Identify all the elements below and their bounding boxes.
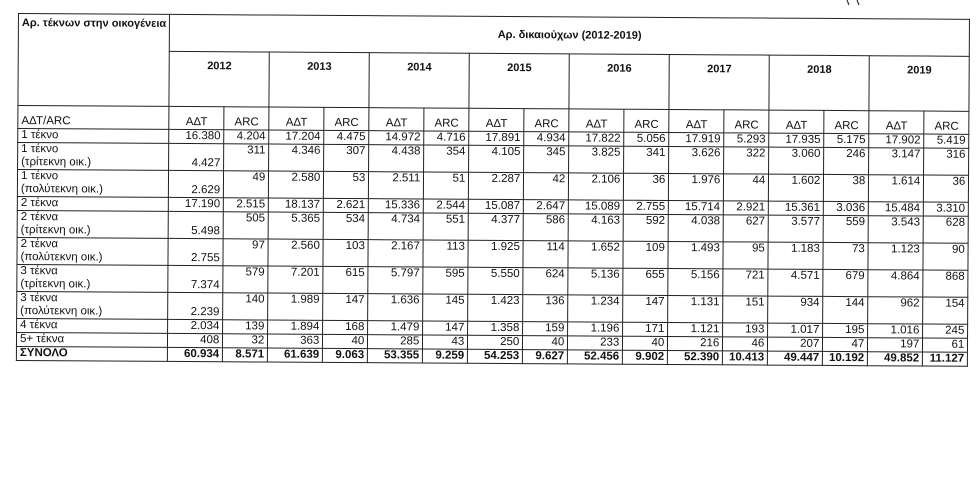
total-value: 9.063 — [323, 348, 368, 362]
cell-value: 311 — [224, 144, 269, 171]
total-value: 9.902 — [623, 350, 668, 364]
cell-value: 1.976 — [669, 173, 724, 200]
cell-value: 32 — [223, 334, 268, 348]
subheader-adt: ΑΔΤ — [469, 108, 524, 131]
cell-value: 868 — [923, 270, 968, 297]
subheader-arc: ARC — [424, 108, 469, 131]
cell-value: 46 — [723, 337, 768, 351]
row-label-main: 5+ τέκνα — [19, 333, 65, 346]
cell-value: 95 — [723, 242, 768, 269]
year-header: 2018 — [769, 55, 869, 111]
cell-value: 44 — [724, 174, 769, 201]
cell-value: 3.036 — [824, 201, 869, 215]
cell-value: 655 — [623, 268, 668, 295]
cell-value: 1.479 — [368, 321, 423, 335]
row-label — [17, 196, 168, 211]
cell-value: 2.511 — [369, 172, 424, 199]
cell-value: 168 — [323, 320, 368, 334]
row-label — [18, 129, 169, 144]
row-label-sub: (τρίτεκνη οικ.) — [20, 224, 91, 237]
subheader-arc: ARC — [624, 109, 669, 132]
cell-value: 14.972 — [369, 131, 424, 145]
cell-value: 363 — [268, 334, 323, 348]
total-value: 8.571 — [223, 348, 268, 362]
row-label-main: 3 τέκνα — [20, 292, 58, 305]
cell-value: 5.550 — [468, 267, 523, 294]
cell-value: 615 — [323, 266, 368, 293]
cell-value: 17.204 — [269, 130, 324, 144]
total-value: 49.852 — [868, 352, 923, 366]
year-header: 2016 — [569, 54, 669, 110]
cell-value: 1.652 — [568, 241, 623, 268]
row-label-main: 1 τέκνο — [21, 129, 59, 142]
subheader-arc: ARC — [224, 107, 269, 130]
cell-value: 3.147 — [869, 148, 924, 175]
cell-value: 61 — [923, 338, 968, 352]
cell-value: 4.163 — [568, 214, 623, 241]
cell-value: 195 — [823, 323, 868, 337]
cell-value: 4.934 — [524, 132, 569, 146]
cell-value: 559 — [823, 215, 868, 242]
cell-value: 4.475 — [324, 130, 369, 144]
cell-value: 147 — [623, 295, 668, 322]
year-header: 2017 — [669, 54, 769, 110]
cell-value: 7.374 — [168, 265, 223, 292]
cell-value: 73 — [823, 242, 868, 269]
cell-value: 1.423 — [468, 294, 523, 321]
total-value: 54.253 — [468, 349, 523, 363]
cell-value: 36 — [924, 175, 969, 202]
cell-value: 4.346 — [269, 144, 324, 171]
cell-value: 345 — [524, 146, 569, 173]
cell-value: 15.336 — [369, 199, 424, 213]
cell-value: 551 — [423, 213, 468, 240]
cell-value: 207 — [768, 337, 823, 351]
cell-value: 1.989 — [268, 293, 323, 320]
cell-value: 2.921 — [724, 201, 769, 215]
cell-value: 627 — [723, 215, 768, 242]
row-label-sub: (πολύτεκνη οικ.) — [20, 183, 103, 196]
cell-value: 151 — [723, 296, 768, 323]
cell-value: 7.201 — [268, 266, 323, 293]
cell-value: 250 — [468, 335, 523, 349]
cell-value: 5.498 — [168, 211, 223, 238]
row-label-main: 1 τέκνο — [21, 143, 59, 156]
cell-value: 934 — [768, 296, 823, 323]
cell-value: 15.361 — [769, 201, 824, 215]
cell-value: 5.797 — [368, 267, 423, 294]
cell-value: 47 — [823, 337, 868, 351]
cell-value: 1.894 — [268, 320, 323, 334]
cell-value: 154 — [923, 297, 968, 324]
cell-value: 139 — [223, 320, 268, 334]
cell-value: 1.016 — [868, 324, 923, 338]
total-value: 52.456 — [568, 350, 623, 364]
subheader-arc: ARC — [324, 107, 369, 130]
subheader-arc: ARC — [724, 110, 769, 133]
cell-value: 3.543 — [868, 216, 923, 243]
total-value: 10.413 — [723, 351, 768, 365]
subheader-adt: ΑΔΤ — [569, 109, 624, 132]
row-label — [17, 170, 168, 198]
cell-value: 147 — [423, 321, 468, 335]
cell-value: 2.287 — [469, 172, 524, 199]
cell-value: 1.131 — [668, 295, 723, 322]
row-label — [16, 332, 167, 347]
cell-value: 592 — [623, 214, 668, 241]
year-header: 2014 — [369, 53, 469, 109]
total-value: 11.127 — [923, 352, 968, 366]
cell-value: 1.017 — [768, 323, 823, 337]
cell-value: 5.056 — [624, 132, 669, 146]
cell-value: 721 — [723, 269, 768, 296]
cell-value: 144 — [823, 296, 868, 323]
row-label-main: 2 τέκνα — [20, 197, 59, 210]
cell-value: 4.716 — [424, 131, 469, 145]
cell-value: 1.636 — [368, 294, 423, 321]
total-value: 9.627 — [523, 350, 568, 364]
cell-value: 4.734 — [368, 213, 423, 240]
cell-value: 4.571 — [768, 269, 823, 296]
cell-value: 4.438 — [369, 145, 424, 172]
cell-value: 17.891 — [469, 131, 524, 145]
cell-value: 2.560 — [268, 239, 323, 266]
cell-value: 43 — [423, 335, 468, 349]
year-header: 2012 — [169, 51, 269, 107]
subheader-adt: ΑΔΤ — [169, 106, 224, 129]
cell-value: 193 — [723, 323, 768, 337]
cell-value: 51 — [424, 172, 469, 199]
row-label — [17, 237, 168, 265]
subheader-arc: ARC — [924, 111, 969, 134]
subheader-adt: ΑΔΤ — [369, 108, 424, 131]
cell-value: 679 — [823, 269, 868, 296]
cell-value: 4.105 — [469, 145, 524, 172]
cell-value: 624 — [523, 268, 568, 295]
cell-value: 1.123 — [868, 243, 923, 270]
cell-value: 2.034 — [168, 319, 223, 333]
cell-value: 145 — [423, 294, 468, 321]
cell-value: 595 — [423, 267, 468, 294]
row-label-sub: (πολύτεκνη οικ.) — [20, 251, 103, 264]
row-label-sub: (τρίτεκνη οικ.) — [21, 156, 92, 169]
cell-value: 4.038 — [668, 214, 723, 241]
cell-value: 1.121 — [668, 322, 723, 336]
cell-value: 246 — [824, 147, 869, 174]
cell-value: 17.190 — [169, 197, 224, 211]
subheader-arc: ARC — [524, 109, 569, 132]
cell-value: 113 — [423, 240, 468, 267]
handwritten-mark — [845, 0, 885, 6]
cell-value: 1.602 — [769, 174, 824, 201]
row-label-sub: (τρίτεκνη οικ.) — [20, 278, 91, 291]
total-label: ΣΥΝΟΛΟ — [16, 346, 167, 361]
cell-value: 5.365 — [268, 212, 323, 239]
cell-value: 233 — [568, 336, 623, 350]
cell-value: 4.427 — [169, 143, 224, 170]
cell-value: 16.380 — [169, 129, 224, 143]
cell-value: 307 — [324, 144, 369, 171]
cell-value: 38 — [824, 174, 869, 201]
cell-value: 53 — [324, 171, 369, 198]
cell-value: 408 — [168, 333, 223, 347]
row-label-main: 1 τέκνο — [20, 170, 59, 183]
cell-value: 1.614 — [869, 175, 924, 202]
cell-value: 42 — [524, 173, 569, 200]
cell-value: 2.621 — [324, 198, 369, 212]
cell-value: 15.484 — [869, 202, 924, 216]
cell-value: 140 — [223, 293, 268, 320]
row-label — [17, 264, 168, 292]
row-label — [17, 210, 168, 238]
cell-value: 2.755 — [168, 238, 223, 265]
cell-value: 197 — [868, 338, 923, 352]
total-value: 10.192 — [823, 351, 868, 365]
cell-value: 15.087 — [469, 199, 524, 213]
cell-value: 4.377 — [468, 213, 523, 240]
subheader-adt: ΑΔΤ — [869, 111, 924, 134]
cell-value: 2.167 — [368, 240, 423, 267]
cell-value: 5.156 — [668, 268, 723, 295]
row-label-main: 2 τέκνα — [20, 238, 59, 251]
cell-value: 3.310 — [924, 202, 969, 216]
cell-value: 3.626 — [669, 146, 724, 173]
cell-value: 4.864 — [868, 270, 923, 297]
subheader-adt: ΑΔΤ — [269, 107, 324, 130]
row-label — [17, 318, 168, 333]
main-header: Αρ. δικαιούχων (2012-2019) — [170, 14, 970, 56]
cell-value: 962 — [868, 297, 923, 324]
cell-value: 216 — [668, 336, 723, 350]
cell-value: 5.136 — [568, 268, 623, 295]
cell-value: 109 — [623, 241, 668, 268]
beneficiaries-table — [16, 13, 970, 367]
cell-value: 4.204 — [224, 130, 269, 144]
cell-value: 5.293 — [724, 133, 769, 147]
cell-value: 322 — [724, 147, 769, 174]
cell-value: 17.822 — [569, 132, 624, 146]
cell-value: 628 — [923, 216, 968, 243]
subheader-arc: ARC — [824, 110, 869, 133]
cell-value: 40 — [623, 336, 668, 350]
cell-value: 136 — [523, 295, 568, 322]
subheader-adt: ΑΔΤ — [769, 110, 824, 133]
corner-header: Αρ. τέκνων στην οικογένεια — [18, 14, 170, 107]
cell-value: 40 — [523, 336, 568, 350]
cell-value: 2.239 — [168, 292, 223, 319]
total-value: 52.390 — [668, 350, 723, 364]
cell-value: 2.106 — [569, 173, 624, 200]
cell-value: 341 — [624, 146, 669, 173]
cell-value: 36 — [624, 173, 669, 200]
cell-value: 3.825 — [569, 146, 624, 173]
cell-value: 17.902 — [869, 134, 924, 148]
cell-value: 1.196 — [568, 322, 623, 336]
cell-value: 505 — [223, 212, 268, 239]
subheader-label: ΑΔΤ/ARC — [18, 106, 169, 130]
total-value: 60.934 — [168, 347, 223, 361]
row-label-main: 3 τέκνα — [20, 265, 58, 278]
cell-value: 2.544 — [424, 199, 469, 213]
cell-value: 17.919 — [669, 132, 724, 146]
cell-value: 354 — [424, 145, 469, 172]
cell-value: 17.935 — [769, 133, 824, 147]
year-header: 2013 — [269, 52, 369, 108]
cell-value: 103 — [323, 239, 368, 266]
cell-value: 40 — [323, 334, 368, 348]
cell-value: 1.925 — [468, 240, 523, 267]
cell-value: 579 — [223, 266, 268, 293]
cell-value: 2.755 — [624, 200, 669, 214]
cell-value: 5.175 — [824, 133, 869, 147]
row-label-sub: (πολύτεκνη οικ.) — [20, 305, 103, 318]
subheader-adt: ΑΔΤ — [669, 109, 724, 132]
cell-value: 285 — [368, 335, 423, 349]
cell-value: 1.234 — [568, 295, 623, 322]
total-value: 61.639 — [268, 348, 323, 362]
cell-value: 586 — [523, 214, 568, 241]
cell-value: 147 — [323, 293, 368, 320]
cell-value: 3.060 — [769, 147, 824, 174]
cell-value: 90 — [923, 243, 968, 270]
cell-value: 15.714 — [669, 200, 724, 214]
total-value: 53.355 — [368, 349, 423, 363]
year-header: 2019 — [869, 56, 969, 112]
cell-value: 171 — [623, 322, 668, 336]
cell-value: 49 — [224, 171, 269, 198]
cell-value: 18.137 — [269, 198, 324, 212]
row-label-main: 4 τέκνα — [20, 319, 58, 332]
cell-value: 15.089 — [569, 200, 624, 214]
cell-value: 1.183 — [768, 242, 823, 269]
cell-value: 2.580 — [269, 171, 324, 198]
cell-value: 534 — [323, 212, 368, 239]
total-value: 49.447 — [768, 351, 823, 365]
total-value: 9.259 — [423, 349, 468, 363]
row-label — [17, 291, 168, 319]
table-body — [16, 129, 969, 367]
cell-value: 2.515 — [224, 198, 269, 212]
cell-value: 245 — [923, 324, 968, 338]
year-header: 2015 — [469, 53, 569, 109]
cell-value: 1.493 — [668, 241, 723, 268]
cell-value: 316 — [924, 148, 969, 175]
row-label-main: 2 τέκνα — [20, 211, 59, 224]
row-label — [18, 143, 169, 171]
cell-value: 114 — [523, 241, 568, 268]
cell-value: 1.358 — [468, 321, 523, 335]
cell-value: 159 — [523, 322, 568, 336]
cell-value: 97 — [223, 239, 268, 266]
cell-value: 2.629 — [169, 170, 224, 197]
cell-value: 2.647 — [524, 200, 569, 214]
cell-value: 5.419 — [924, 134, 969, 148]
cell-value: 3.577 — [768, 215, 823, 242]
